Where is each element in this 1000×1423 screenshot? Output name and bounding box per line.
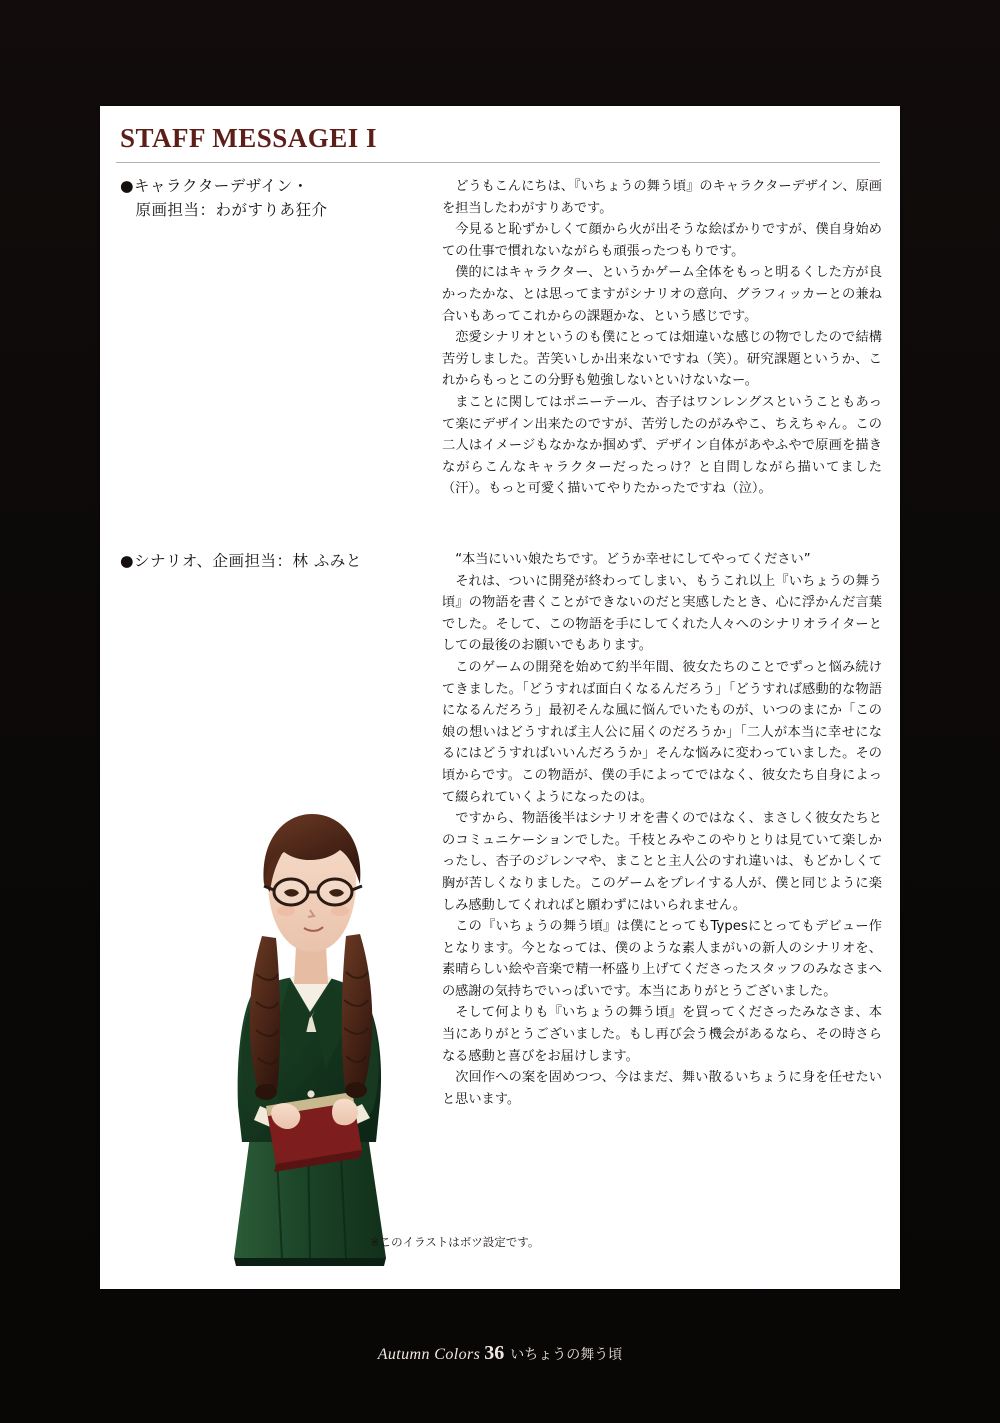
page-footer [0,1342,1000,1365]
paragraph: “本当にいい娘たちです。どうか幸せにしてやってください” [455,552,811,567]
paragraph: 僕的にはキャラクター、というかゲーム全体をもっと明るくした方が良かったかな、とは思ってますがシナリオの意向、グラフィッカーとの兼ね合いもあってこれからの課題かな、という感じです。 [442,265,882,324]
paragraph: 今見ると恥ずかしくて顔から火が出そうな絵ばかりですが、僕自身始めての仕事で慣れないながらも頑張ったつもりです。 [442,222,882,259]
section-body-scenario [442,549,882,1110]
section-body-character-design [442,176,882,500]
page-title: STAFF MESSAGEI I [120,123,378,153]
paragraph: 恋愛シナリオというのも僕にとっては畑違いな感じの物でしたので結構苦労しました。苦笑いしか出来ないですね（笑）。研究課題というか、これからもっとこの分野も勉強しないといけないなー。 [442,330,882,389]
footer-series: Autumn Colors [377,1346,481,1363]
paragraph: どうもこんにちは、『いちょうの舞う頃』のキャラクターデザイン、原画を担当したわがすりあです。 [442,179,882,216]
section-heading-scenario [120,549,440,573]
paragraph: そして何よりも『いちょうの舞う頃』を買ってくださったみなさま、本当にありがとうございました。もし再び会う機会があるなら、その時さらなる感動と喜びをお届けします。 [442,1005,882,1064]
title-divider [116,162,880,163]
illustration-note: ※このイラストはボツ設定です。 [370,1235,540,1249]
section-heading-character-design [120,174,420,222]
footer-work-title: いちょうの舞う頃 [510,1347,623,1363]
paragraph: それは、ついに開発が終わってしまい、もうこれ以上『いちょうの舞う頃』の物語を書くことができないのだと実感したとき、心に浮かんだ言葉でした。そして、この物語を手にしてくれた人々へのシナリオライターとしての最後のお願いでもあります。 [442,573,882,654]
section-heading-line-1: ●シナリオ、企画担当：林 ふみと [120,552,362,570]
paragraph: ですから、物語後半はシナリオを書くのではなく、まさしく彼女たちとのコミュニケーションでした。千枝とみやこのやりとりは見ていて楽しかったし、杏子のジレンマや、まことと主人公のすれ違いは、もどかしくて胸が苦しくなりました。このゲームをプレイする人が、僕と同じように楽しみ感動してくれればと願わずにはいられません。 [442,811,882,913]
character-illustration [190,806,440,1276]
footer-page-number: 36 [484,1342,505,1364]
document-page [100,106,900,1289]
paragraph: このゲームの開発を始めて約半年間、彼女たちのことでずっと悩み続けてきました。「どうすれば面白くなるんだろう」「どうすれば感動的な物語になるんだろう」最初そんな風に悩んでいたものが、いつのまにか「この娘の想いはどうすれば主人公に届くのだろうか」「二人が本当に幸せになるにはどうすればいいんだろうか」そんな悩みに変わっていました。その頃からです。この物語が、僕の手によってではなく、彼女たち自身によって綴られていくようになったのは。 [442,659,882,805]
section-heading-line-1: ●キャラクターデザイン・ [120,177,309,195]
paragraph: まことに関してはポニーテール、杏子はワンレングスということもあって楽にデザイン出来たのですが、苦労したのがみやこ、ちえちゃん。この二人はイメージもなかなか掴めず、デザイン自体があやふやで原画を描きながらこんなキャラクターだったっけ？と自問しながら描いてました（汗）。もっと可愛く描いてやりたかったですね（泣）。 [442,394,882,497]
paragraph: 次回作への案を固めつつ、今はまだ、舞い散るいちょうに身を任せたいと思います。 [442,1070,882,1107]
section-heading-line-2: 原画担当：わがすりあ狂介 [135,201,328,219]
paragraph: この『いちょうの舞う頃』は僕にとってもTypesにとってもデビュー作となります。今となっては、僕のような素人まがいの新人のシナリオを、素晴らしい絵や音楽で精一杯盛り上げてくださったスタッフのみなさまへの感謝の気持ちでいっぱいです。本当にありがとうございました。 [442,919,882,999]
